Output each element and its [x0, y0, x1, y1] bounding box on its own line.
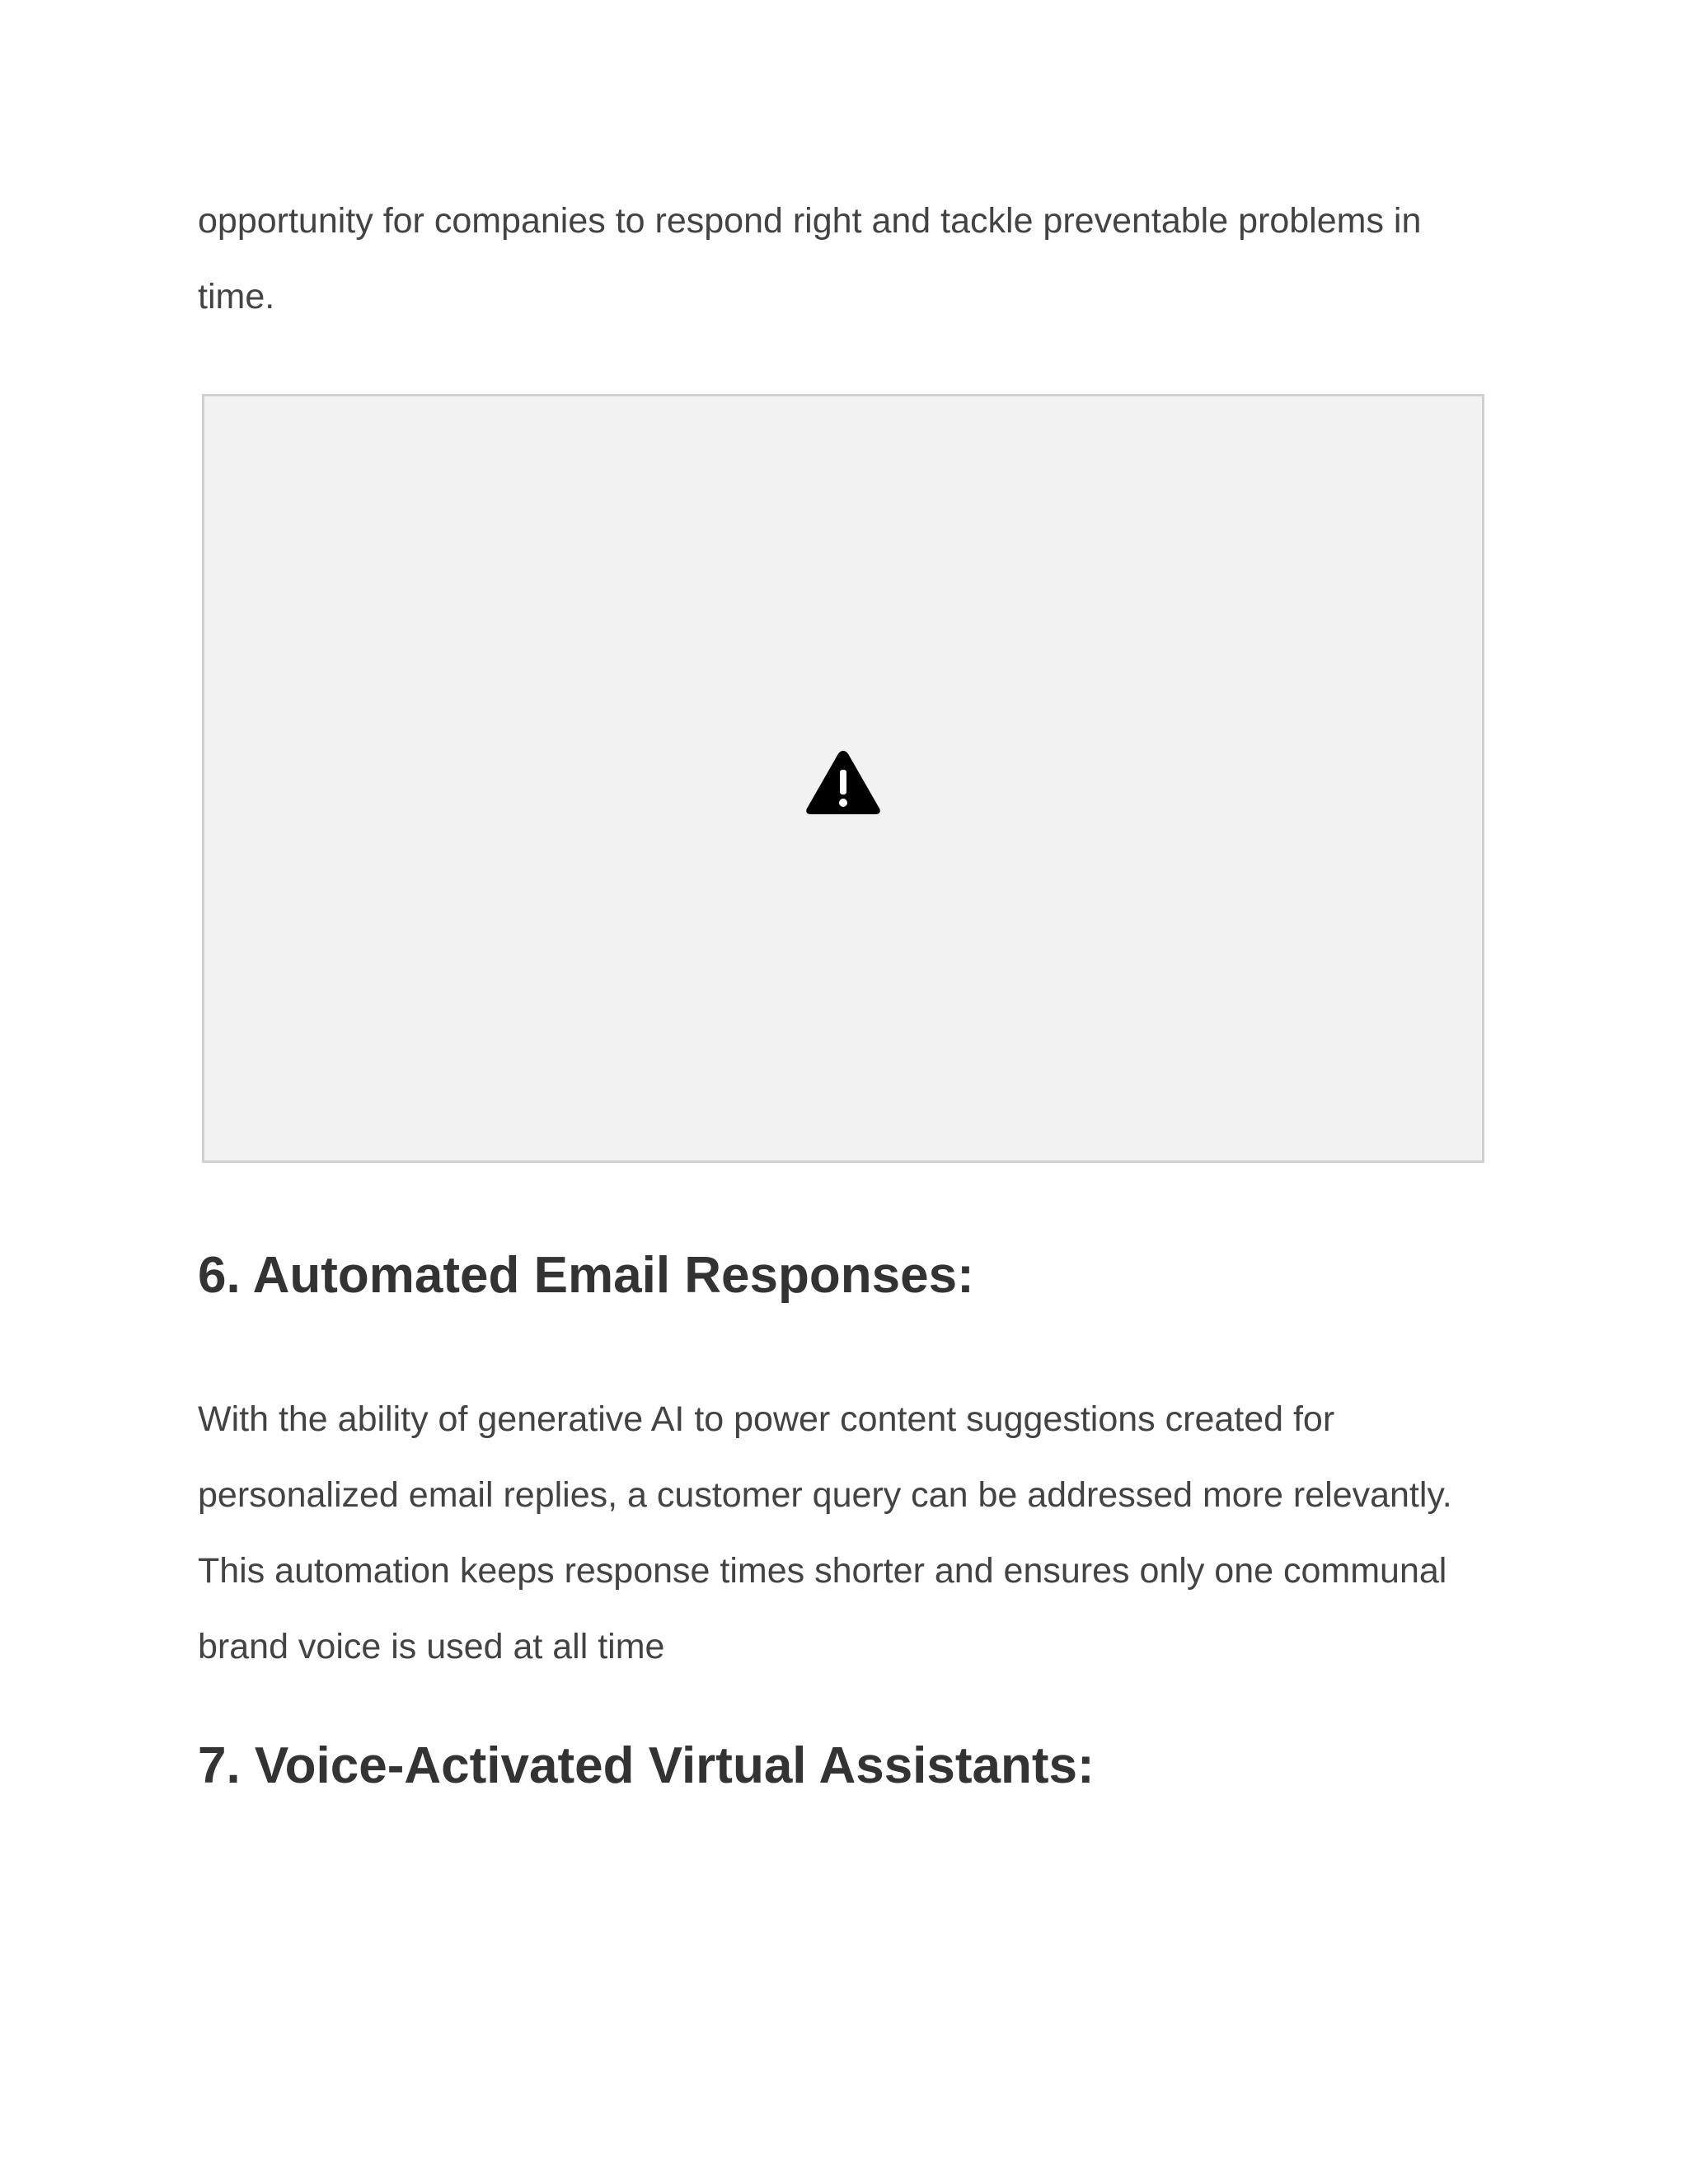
section-heading-voice-assistants: 7. Voice-Activated Virtual Assistants:: [198, 1737, 1095, 1794]
intro-paragraph: opportunity for companies to respond right and tackle preventable problems in time.: [198, 201, 1422, 316]
section-body-automated-email: With the ability of generative AI to power content suggestions created for personalized email replies, a customer query can be addressed more relevantly. This automation keeps response times shorter and ensures only one communal brand voice is used at all time: [198, 1399, 1452, 1666]
broken-image-placeholder: [202, 394, 1484, 1163]
warning-icon: [804, 748, 883, 817]
section-heading-automated-email: 6. Automated Email Responses:: [198, 1247, 974, 1304]
